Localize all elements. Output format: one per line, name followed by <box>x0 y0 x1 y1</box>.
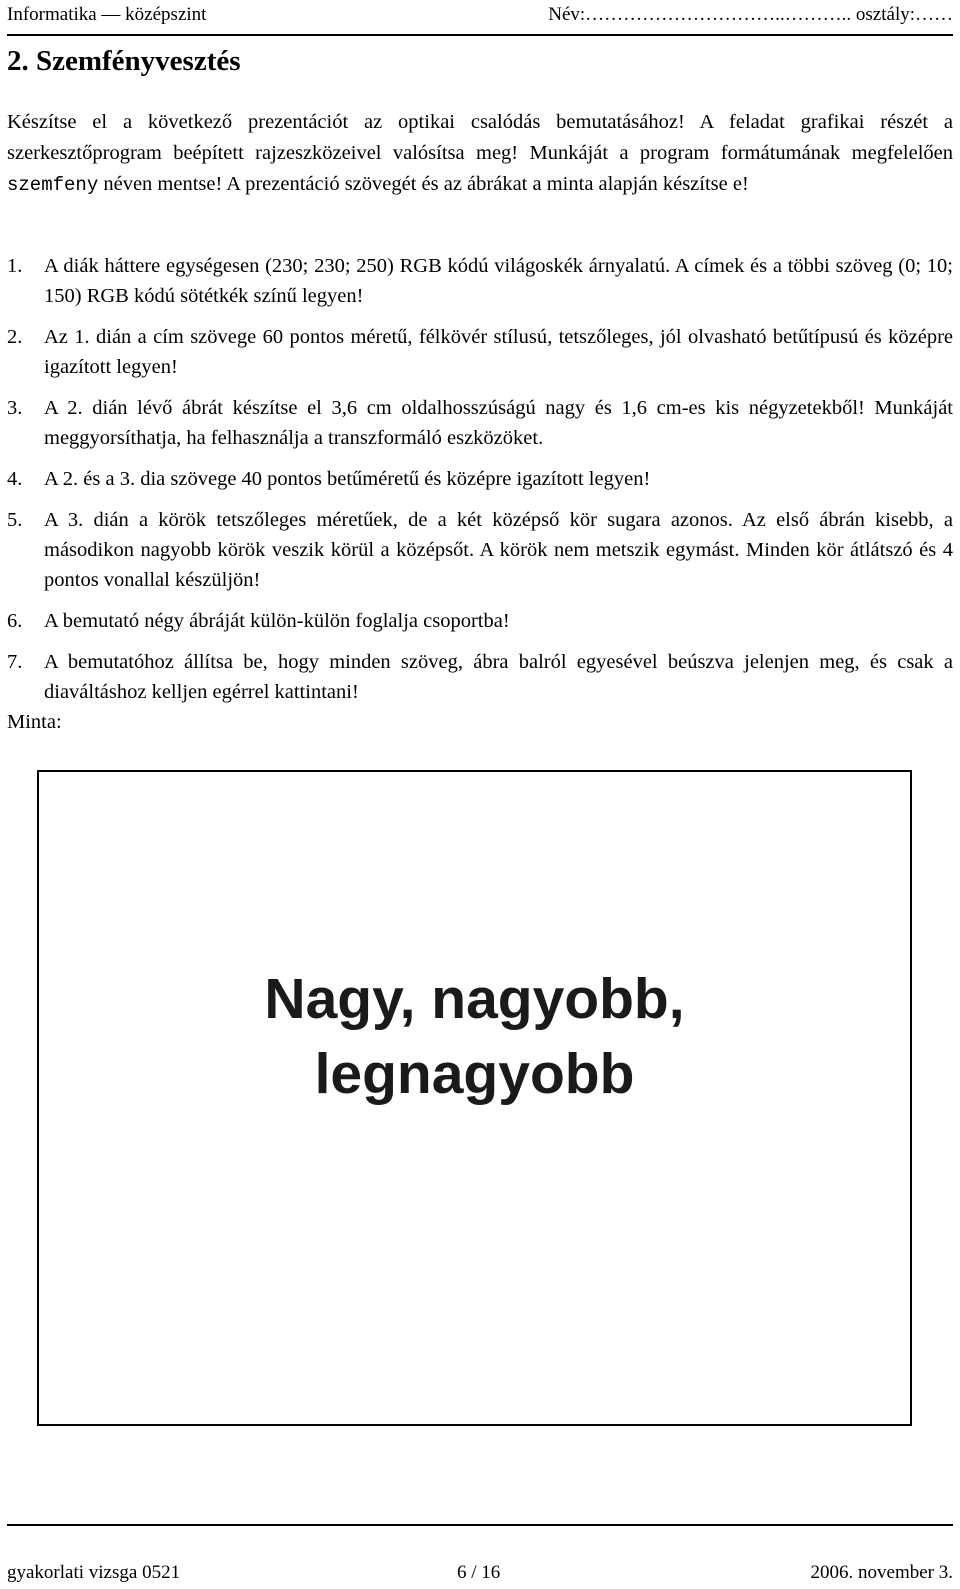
task-text: A bemutatóhoz állítsa be, hogy minden szöveg, ábra balról egyesével beúszva jelenjen meg, és csak a diaváltáshoz kelljen egérrel kattintani! <box>44 651 953 703</box>
task-text: Az 1. dián a cím szövege 60 pontos méretű, félkövér stílusú, tetszőleges, jól olvasható betűtípusú és középre igazított legyen! <box>44 326 953 378</box>
task-item-7 <box>7 647 953 707</box>
task-title: 2. Szemfényvesztés <box>7 45 241 77</box>
page-header <box>7 0 953 34</box>
footer-exam-code: gyakorlati vizsga 0521 <box>7 1562 181 1583</box>
footer-date: 2006. november 3. <box>810 1562 953 1583</box>
header-subject: Informatika — középszint <box>7 4 207 25</box>
slide-title <box>39 962 910 1112</box>
task-item-1 <box>7 251 953 311</box>
task-number: 3. <box>7 397 23 419</box>
sample-slide <box>37 770 912 1426</box>
task-item-5 <box>7 505 953 595</box>
intro-text-1: Készítse el a következő prezentációt az optikai csalódás bemutatásához! A feladat grafikai részét a szerkesztőprogram beépített rajzeszközeivel valósítsa meg! Munkáját a program formátumának megfelelően <box>7 111 953 164</box>
task-number: 5. <box>7 509 23 531</box>
task-text: A diák háttere egységesen (230; 230; 250) RGB kódú világoskék árnyalatú. A címek és a többi szöveg (0; 10; 150) RGB kódú sötétkék színű legyen! <box>44 255 953 307</box>
slide-title-line-1: Nagy, nagyobb, <box>264 967 685 1031</box>
task-number: 7. <box>7 651 23 673</box>
task-number: 1. <box>7 255 23 277</box>
task-number: 4. <box>7 468 23 490</box>
intro-text-2: néven mentse! A prezentáció szövegét és az ábrákat a minta alapján készítse e! <box>98 173 749 195</box>
task-item-3 <box>7 393 953 453</box>
task-list <box>7 251 953 718</box>
sample-label: Minta: <box>7 711 62 733</box>
task-item-2 <box>7 322 953 382</box>
header-name-class-field: Név:…………………………..……….. osztály:…… <box>548 4 953 25</box>
slide-title-line-2: legnagyobb <box>314 1042 635 1106</box>
task-number: 6. <box>7 610 23 632</box>
page-footer <box>7 1562 953 1586</box>
task-text: A 2. dián lévő ábrát készítse el 3,6 cm oldalhosszúságú nagy és 1,6 cm-es kis négyzetekből! Munkáját meggyorsíthatja, ha felhasználja a transzformáló eszközöket. <box>44 397 953 449</box>
footer-page-number: 6 / 16 <box>457 1562 501 1583</box>
header-rule <box>7 34 953 36</box>
footer-rule <box>7 1524 953 1526</box>
task-text: A 3. dián a körök tetszőleges méretűek, de a két középső kör sugara azonos. Az első ábrán kisebb, a másodikon nagyobb körök veszik körül a középsőt. A körök nem metszik egymást. Minden kör átlátszó és 4 pontos vonallal készüljön! <box>44 509 953 591</box>
task-number: 2. <box>7 326 23 348</box>
intro-filename: szemfeny <box>7 174 99 196</box>
task-item-6 <box>7 606 953 636</box>
task-text: A bemutató négy ábráját külön-külön foglalja csoportba! <box>44 610 510 632</box>
task-text: A 2. és a 3. dia szövege 40 pontos betűméretű és középre igazított legyen! <box>44 468 651 490</box>
task-item-4 <box>7 464 953 494</box>
intro-paragraph <box>7 107 953 201</box>
